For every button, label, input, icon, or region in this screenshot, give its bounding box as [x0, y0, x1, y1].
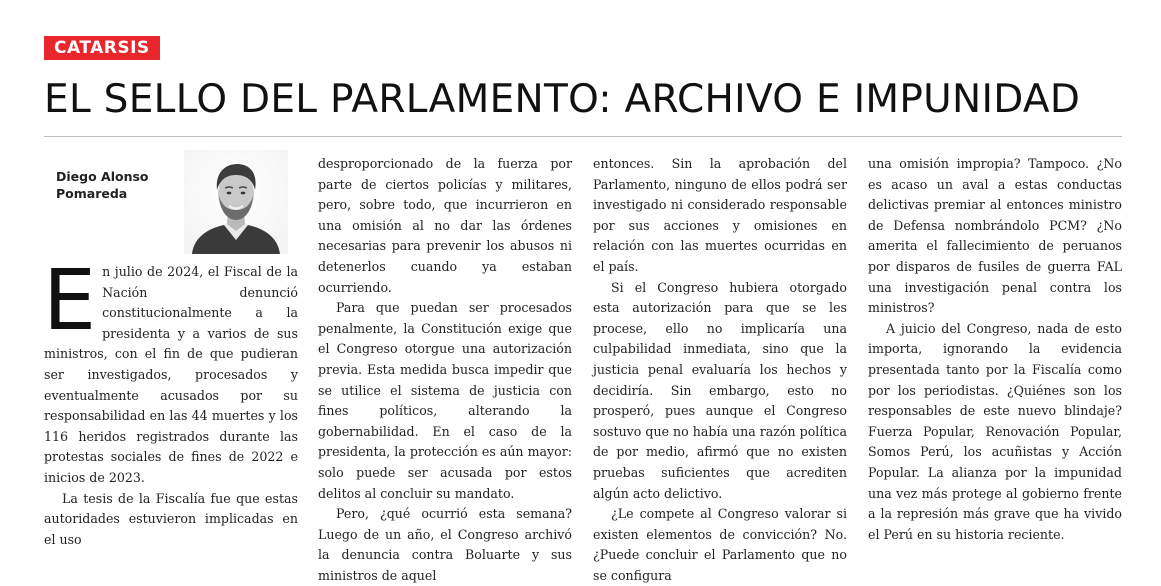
paragraph: A juicio del Congreso, nada de esto importa, ignorando la evidencia presentada tanto por la Fiscalía como por los periodistas. ¿Quiénes son los responsables de este nuevo blindaje? Fuerza Popular, Renovación Popular, Somos Perú, los acuñistas y Acción Popular. La alianza por la impunidad una vez más protege al gobierno frente a la represión más grave que ha vivido el Perú en su historia reciente. [868, 320, 1122, 542]
article-column-3 [593, 154, 847, 586]
paragraph: Si el Congreso hubiera otorgado esta autorización para que se les procese, ello no implicaría una culpabilidad inmediata, sino que la justicia penal evaluaría los hechos y decidiría. Sin embargo, esto no prosperó, pues aunque el Congreso sostuvo que no había una razón política de por medio, afirmó que no existen pruebas suficientes que acrediten algún acto delictivo. [593, 279, 847, 501]
paragraph: La tesis de la Fiscalía fue que estas autoridades estuvieron implicadas en el uso [44, 490, 298, 547]
drop-cap: E [43, 251, 97, 349]
section-tag: CATARSIS [44, 36, 160, 60]
article-column-2 [318, 154, 572, 586]
paragraph: desproporcionado de la fuerza por parte de ciertos policías y militares, pero, sobre todo, que incurrieron en una omisión al no dar las órdenes necesarias para prevenir los abusos ni detenerlos cuando ya estaban ocurriendo. [318, 156, 572, 295]
paragraph: ¿Le compete al Congreso valorar si existen elementos de convicción? No. ¿Puede concluir el Parlamento que no se configura [593, 506, 847, 583]
article-column-1 [43, 251, 298, 550]
author-block [44, 150, 294, 250]
paragraph: una omisión impropia? Tampoco. ¿No es acaso un aval a estas conductas delictivas premiar al entonces ministro de Defensa nombrándolo PCM? ¿No amerita el fallecimiento de peruanos por disparos de fusiles de guerra FAL una investigación penal contra los ministros? [868, 156, 1122, 316]
paragraph: Para que puedan ser procesados penalmente, la Constitución exige que el Congreso otorgue una autorización previa. Esta medida busca impedir que se utilice el sistema de justicia con fines políticos, alterando la gobernabilidad. En el caso de la presidenta, la protección es aún mayor: solo puede ser acusada por estos delitos al concluir su mandato. [318, 300, 572, 501]
author-last-name: Pomareda [56, 186, 128, 201]
paragraph-text: n julio de 2024, el Fiscal de la Nación denunció constitucionalmente a la presidenta y a varios de sus ministros, con el fin de que pudieran ser investigados, procesados y eventualmente acusados por su responsabilidad en las 44 muertes y los 116 heridos registrados durante las protestas sociales de fines de 2022 e inicios de 2023. [44, 264, 298, 485]
headline: EL SELLO DEL PARLAMENTO: ARCHIVO E IMPUNIDAD [44, 77, 1081, 122]
paragraph: entonces. Sin la aprobación del Parlamento, ninguno de ellos podrá ser investigado ni considerado responsable por sus acciones y omisiones en relación con las muertes ocurridas en el país. [593, 156, 847, 274]
article-column-4 [868, 154, 1122, 545]
author-first-name: Diego Alonso [56, 169, 149, 184]
author-portrait [184, 150, 288, 254]
paragraph: Pero, ¿qué ocurrió esta semana? Luego de un año, el Congreso archivó la denuncia contra Boluarte y sus ministros de aquel [318, 506, 572, 583]
paragraph [43, 251, 298, 489]
divider [44, 136, 1122, 137]
author-name [56, 168, 176, 202]
